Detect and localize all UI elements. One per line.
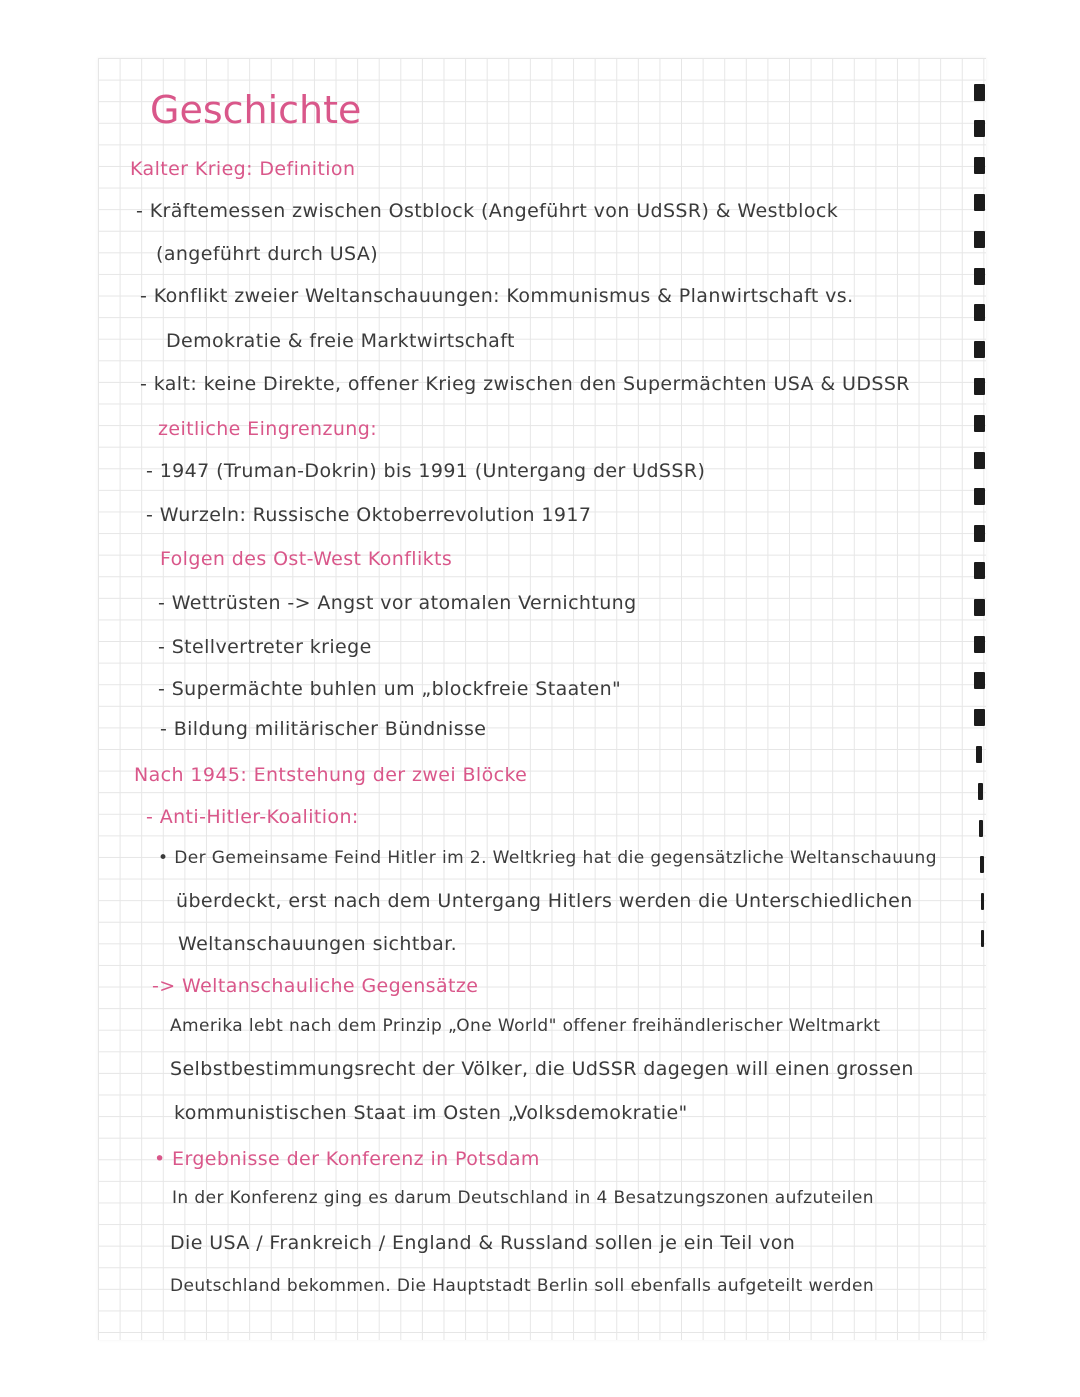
text-line: • Der Gemeinsame Feind Hitler im 2. Weltkrieg hat die gegensätzliche Weltanschauung (158, 848, 937, 868)
text-line: Weltanschauungen sichtbar. (178, 933, 458, 955)
spiral-binding (970, 60, 1000, 1340)
text-line: - Bildung militärischer Bündnisse (160, 718, 487, 740)
text-line: - Stellvertreter kriege (158, 636, 372, 658)
binding-hole (974, 488, 985, 505)
binding-hole (974, 268, 985, 285)
binding-hole (974, 304, 985, 321)
text-line: Selbstbestimmungsrecht der Völker, die UdSSR dagegen will einen grossen (170, 1058, 914, 1080)
text-line: - 1947 (Truman-Dokrin) bis 1991 (Untergang der UdSSR) (146, 460, 706, 482)
text-line: (angeführt durch USA) (156, 243, 379, 265)
section-heading-entstehung: Nach 1945: Entstehung der zwei Blöcke (134, 764, 528, 786)
binding-hole (974, 525, 985, 542)
subheading-anti-hitler-koalition: - Anti-Hitler-Koalition: (146, 806, 359, 828)
text-line: - Wettrüsten -> Angst vor atomalen Vernichtung (158, 592, 637, 614)
subheading-ergebnisse-potsdam: • Ergebnisse der Konferenz in Potsdam (154, 1148, 540, 1170)
text-line: - Supermächte buhlen um „blockfreie Staaten" (158, 678, 622, 700)
text-line: Amerika lebt nach dem Prinzip „One World" offener freihändlerischer Weltmarkt (170, 1016, 881, 1036)
binding-hole (974, 120, 985, 137)
binding-hole (974, 709, 985, 726)
subheading-weltanschauliche-gegensaetze: -> Weltanschauliche Gegensätze (152, 975, 479, 997)
text-line: - Kräftemessen zwischen Ostblock (Angeführt von UdSSR) & Westblock (136, 200, 839, 222)
binding-hole (974, 562, 985, 579)
text-line: Demokratie & freie Marktwirtschaft (166, 330, 515, 352)
text-line: Die USA / Frankreich / England & Russland sollen je ein Teil von (170, 1232, 796, 1254)
binding-hole (974, 636, 985, 653)
binding-hole (974, 341, 985, 358)
binding-hole (974, 84, 985, 101)
text-line: In der Konferenz ging es darum Deutschland in 4 Besatzungszonen aufzuteilen (172, 1188, 874, 1208)
binding-hole (981, 930, 984, 947)
section-heading-definition: Kalter Krieg: Definition (130, 158, 356, 180)
binding-hole (974, 231, 985, 248)
binding-hole (976, 746, 982, 763)
text-line: kommunistischen Staat im Osten „Volksdemokratie" (174, 1102, 688, 1124)
text-line: überdeckt, erst nach dem Untergang Hitlers werden die Unterschiedlichen (176, 890, 913, 912)
text-line: Deutschland bekommen. Die Hauptstadt Berlin soll ebenfalls aufgeteilt werden (170, 1276, 875, 1296)
binding-hole (974, 415, 985, 432)
section-heading-folgen: Folgen des Ost-West Konflikts (160, 548, 453, 570)
binding-hole (978, 783, 983, 800)
binding-hole (974, 157, 985, 174)
binding-hole (974, 378, 985, 395)
binding-hole (980, 856, 984, 873)
text-line: - Konflikt zweier Weltanschauungen: Kommunismus & Planwirtschaft vs. (140, 285, 854, 307)
page-title: Geschichte (150, 88, 362, 132)
binding-hole (974, 599, 985, 616)
binding-hole (979, 820, 983, 837)
text-line: - Wurzeln: Russische Oktoberrevolution 1917 (146, 504, 592, 526)
binding-hole (974, 194, 985, 211)
binding-hole (981, 893, 984, 910)
binding-hole (974, 672, 985, 689)
section-heading-zeitliche-eingrenzung: zeitliche Eingrenzung: (158, 418, 377, 440)
text-line: - kalt: keine Direkte, offener Krieg zwischen den Supermächten USA & UDSSR (140, 373, 910, 395)
binding-hole (974, 452, 985, 469)
